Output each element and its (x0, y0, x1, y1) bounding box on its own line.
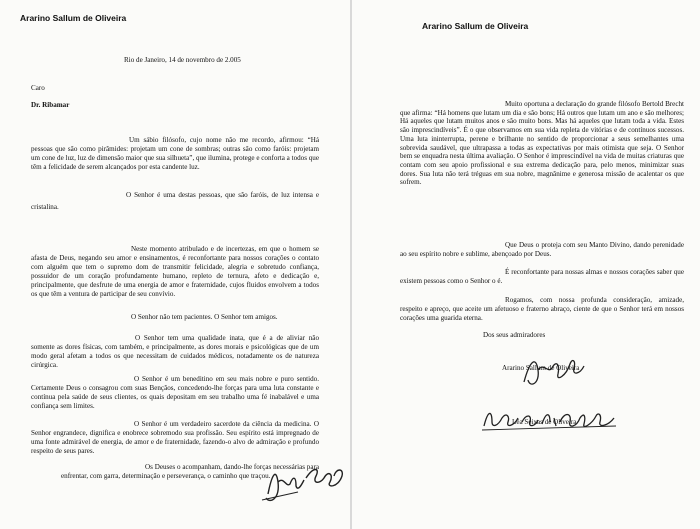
addressee: Dr. Ribamar (31, 101, 70, 109)
right-paragraph-2: Que Deus o proteja com seu Manto Divino, dando perenidade ao seu espírito nobre e sublime, abençoado por Deus. (400, 241, 684, 258)
right-paragraph-1: Muito oportuna a declaração do grande filósofo Bertold Brecht que afirma: “Há homens que lutam um dia e são bons; Há outros que lutam um ano e são melhores; Há aqueles que lutam muitos anos e são muito bons. Mas há aqueles que lutam toda a vida. Estes são imprescindíveis”. É o que observamos em sua vida repleta de vitórias e de contínuos sucessos. Uma luta ininterrupta, perene e brilhante no sentido de proporcionar a seus semelhantes uma sobrevida saudável, que ultrapassa a todas as expectativas por mais otimista que seja. O Senhor bem se enquadra nesta última avaliação. O Senhor é imprescindível na vida de muitas criaturas que contam com seu apoio profissional e sua extrema dedicação para, pelo menos, minimizar suas dores. Sua luta não terá tréguas em sua nobre, magnânime e generosa missão de acalentar os que sofrem. (400, 100, 684, 187)
paragraph-8: Os Deuses o acompanham, dando-lhe forças necessárias para enfrentar, com garra, determinação e perseverança, o caminho que traçou. (61, 463, 319, 480)
paragraph-4: O Senhor não tem pacientes. O Senhor tem amigos. (131, 313, 278, 321)
right-page-header: Ararino Sallum de Oliveira (422, 21, 529, 31)
right-page (352, 0, 700, 529)
paragraph-1: Um sábio filósofo, cujo nome não me recordo, afirmou: “Há pessoas que são como pirâmides: projetam um cone de sombras; outras são como faróis: projetam um cone de luz, luz de dimensão maior que sua silhueta”, que ilumina, protege e conforta a todos que têm a felicidade de serem alcançados por esta candente luz. (31, 136, 319, 171)
right-paragraph-3: É reconfortante para nossas almas e nossos corações saber que existem pessoas como o Senhor o é. (400, 268, 684, 285)
paragraph-3: Neste momento atribulado e de incertezas, em que o homem se afasta de Deus, negando seu amor e ensinamentos, é reconfortante para nossos corações o contato com alguém que tem o supremo dom de transmitir felicidade, alegria e sobretudo confiança, possuidor de um coração profundamente humano, repleto de ternura, afeto e dedicação e, principalmente, que desfrute de uma energia de amor e fraternidade, cujos fluidos envolvem a todos os que têm a ventura de participar de seu convívio. (31, 245, 319, 298)
handwritten-signature-initials (258, 454, 353, 509)
right-paragraph-4: Rogamos, com nossa profunda consideração, amizade, respeito e apreço, que aceite um afetuoso e fraterno abraço, ciente de que o Senhor terá em nossos corações uma guarida eterna. (400, 296, 684, 322)
left-page-header: Ararino Sallum de Oliveira (20, 13, 127, 23)
paragraph-5: O Senhor tem uma qualidade inata, que é a de aliviar não somente as dores físicas, com também, e principalmente, as dores morais e psicológicas que de um modo geral afetam a todos os que necessitam de cuidados médicos, notadamente os de natureza cirúrgica. (31, 334, 319, 369)
place-date: Rio de Janeiro, 14 de novembro de 2.005 (124, 56, 241, 64)
paragraph-6: O Senhor é um beneditino em seu mais nobre e puro sentido. Certamente Deus o consagrou com suas Bençãos, concedendo-lhe forças para uma luta constante e contínua pela saúde de seus clientes, os quais depositam em seu trabalho uma fé inabalável e uma confiança sem limites. (31, 375, 319, 410)
paragraph-2: O Senhor é uma destas pessoas, que são faróis, de luz intensa e cristalina. (31, 191, 319, 211)
signer-1-name: Ararino Sallum de Oliveira (502, 364, 580, 372)
closing: Dos seus admiradores (483, 331, 546, 339)
signer-2-name: Léa Seixas de Oliveira (512, 418, 577, 426)
greeting: Caro (31, 84, 45, 92)
paragraph-7: O Senhor é um verdadeiro sacerdote da ciência da medicina. O Senhor engrandece, dignifica e enobrece sobremodo sua profissão. Seu espírito está impregnado de uma fonte admirável de energia, de amor e de fraternidade, fazendo-o alvo de admiração e profundo respeito de seus pares. (31, 420, 319, 455)
